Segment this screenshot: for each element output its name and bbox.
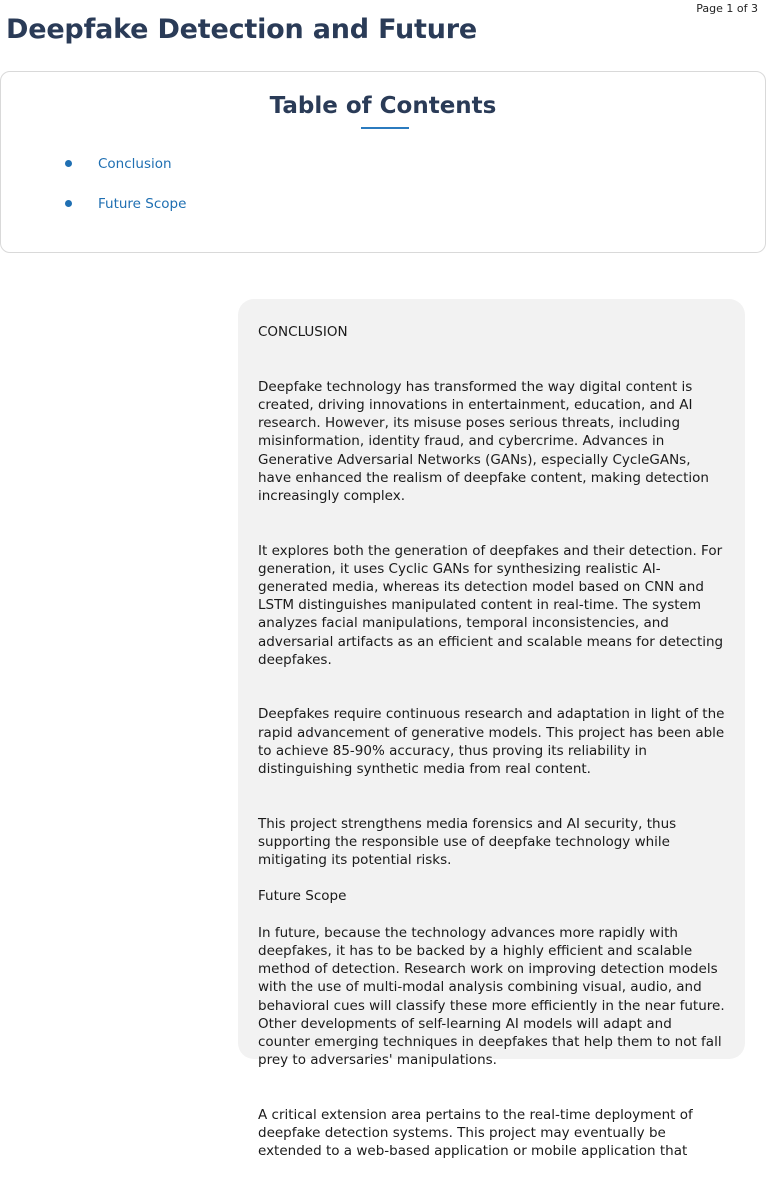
bullet-icon: [65, 200, 72, 207]
toc-link-future-scope[interactable]: Future Scope: [98, 196, 187, 212]
toc-heading: Table of Contents: [269, 93, 497, 119]
document-title: Deepfake Detection and Future: [6, 14, 477, 45]
toc-heading-underline: [361, 127, 409, 129]
table-of-contents: [0, 71, 766, 253]
conclusion-paragraph: It explores both the generation of deepfakes and their detection. For generation, it uses Cyclic GANs for synthesizing realistic AI-generated media, whereas its detection model based on CNN and LSTM distinguishes manipulated content in real-time. The system analyzes facial manipulations, temporal inconsistencies, and adversarial artifacts as an efficient and scalable means for detecting deepfakes.: [258, 542, 724, 668]
toc-link-conclusion[interactable]: Conclusion: [98, 156, 172, 172]
conclusion-paragraph: Deepfakes require continuous research and adaptation in light of the rapid advancement of generative models. This project has been able to achieve 85-90% accuracy, thus proving its reliability in distinguishing synthetic media from real content.: [258, 706, 725, 778]
future-scope-heading: Future Scope: [258, 888, 347, 905]
toc-item-future-scope[interactable]: [63, 190, 186, 230]
future-scope-paragraph: A critical extension area pertains to the real-time deployment of deepfake detection systems. This project may eventually be extended to a web-based application or mobile application that: [258, 1106, 693, 1160]
content-panel: [238, 299, 745, 1160]
toc-item-conclusion[interactable]: [63, 150, 186, 190]
page-indicator: Page 1 of 3: [696, 2, 758, 15]
conclusion-paragraph: This project strengthens media forensics and AI security, thus supporting the responsible use of deepfake technology while mitigating its potential risks.: [258, 815, 677, 869]
conclusion-paragraph: Deepfake technology has transformed the way digital content is created, driving innovations in entertainment, education, and AI research. However, its misuse poses serious threats, including misinformation, identity fraud, and cybercrime. Advances in Generative Adversarial Networks (GANs), especially CycleGANs, have enhanced the realism of deepfake content, making detection increasingly complex.: [258, 378, 709, 505]
conclusion-heading: CONCLUSION: [258, 324, 348, 341]
content-body: [258, 305, 725, 1197]
future-scope-paragraph: In future, because the technology advances more rapidly with deepfakes, it has to be backed by a highly efficient and scalable method of detection. Research work on improving detection models with the use of multi-modal analysis combining visual, audio, and behavioral cues will classify these more efficiently in the near future. Other developments of self-learning AI models will adapt and counter emerging techniques in deepfakes that help them to not fall prey to adversaries' manipulations.: [258, 924, 725, 1069]
bullet-icon: [65, 160, 72, 167]
toc-list: [63, 150, 186, 230]
